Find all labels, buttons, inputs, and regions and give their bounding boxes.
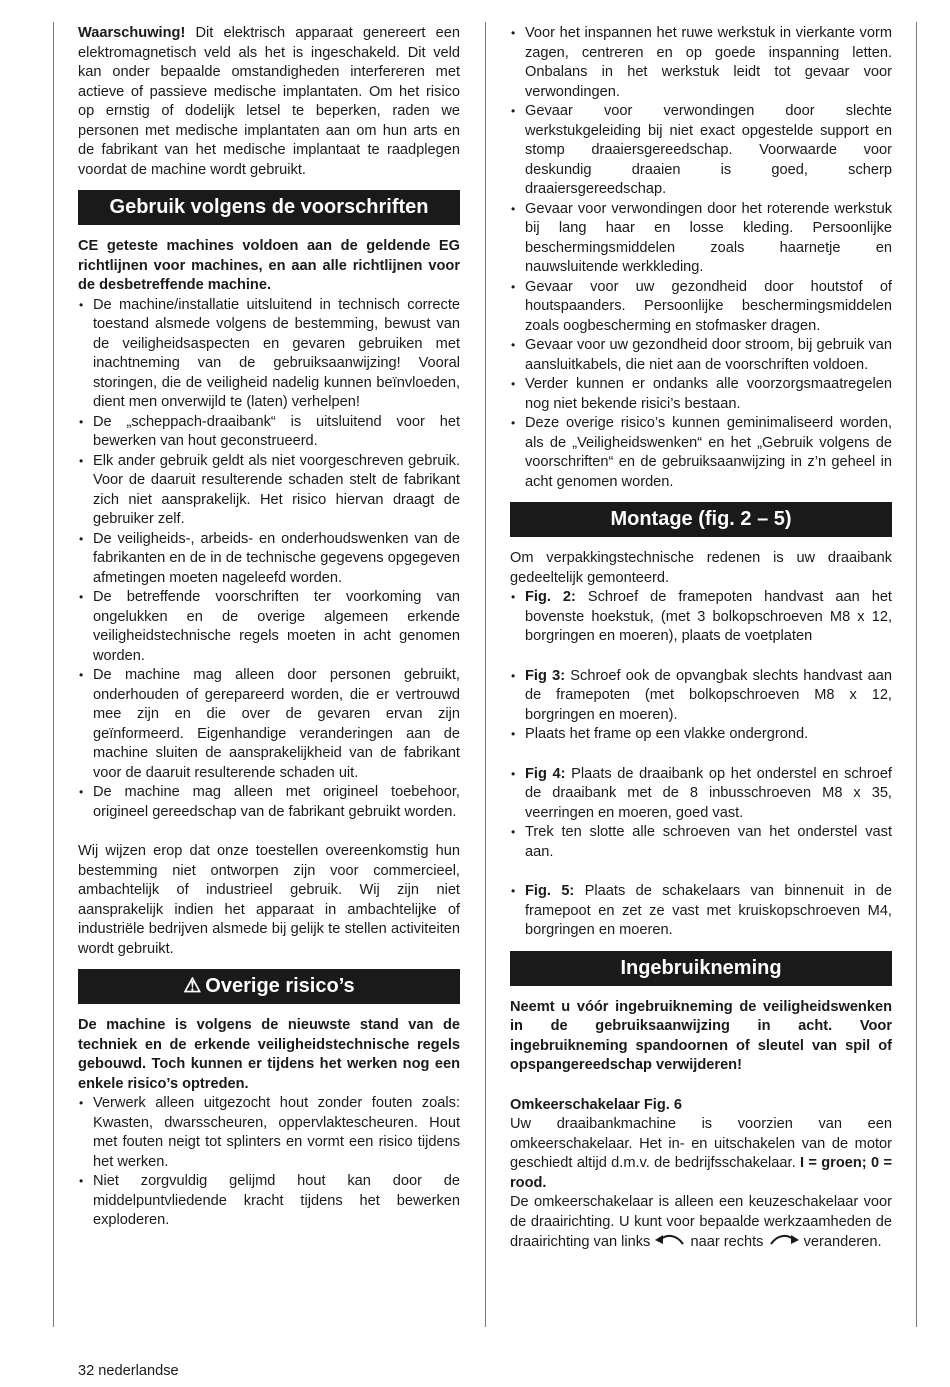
section-heading-assembly: Montage (fig. 2 – 5) — [510, 502, 892, 537]
residual-risk-item: • Gevaar voor verwondingen door slechte werkstukgeleiding bij niet exact opgestelde support en stomp draaiersgereedschap. Voorwaarde voor deskundig draaien is goed, scherp draaiersgereedschap. — [510, 102, 892, 200]
column-divider — [485, 22, 486, 1327]
intended-use-list — [78, 296, 460, 823]
right-column — [510, 24, 892, 1253]
section-heading-intended-use: Gebruik volgens de voorschriften — [78, 190, 460, 225]
residual-risks-title: Overige risico’s — [205, 975, 355, 997]
assembly-step-fig4 — [510, 765, 892, 824]
residual-risk-item: • Niet zorgvuldig gelijmd hout kan door de middelpuntvliedende kracht tijdens het bewerken exploderen. — [78, 1172, 460, 1231]
reversing-switch-paragraph — [510, 1115, 892, 1193]
residual-risk-item: • Gevaar voor verwondingen door het roterende werkstuk bij lang haar en losse kleding. Persoonlijke beschermingsmiddelen zoals haarnetje en nauwsluitende werkkleding. — [510, 200, 892, 278]
warning-triangle-icon: ⚠ — [183, 975, 202, 997]
assembly-intro: Om verpakkingstechnische redenen is uw draaibank gedeeltelijk gemonteerd. — [510, 550, 892, 586]
residual-risks-list-continued — [510, 24, 892, 492]
right-margin-rule — [916, 22, 917, 1327]
residual-risk-item: • Gevaar voor uw gezondheid door houtstof of houtspaanders. Persoonlijke beschermingsmiddelen zoals oogbescherming en stofmasker dragen. — [510, 278, 892, 337]
fig2-label: Fig. 2: — [525, 589, 576, 605]
intended-use-item: • De machine/installatie uitsluitend in technisch correcte toestand alsmede volgens de bestemming, bewust van de veiligheidsaspecten en gevaren gebruiken met inachtneming van de gebruiksaanwijzing! Vooral storingen, die de veiligheid nadelig kunnen beïnvloeden, dient men onverwijld te (laten) verhelpen! — [78, 296, 460, 413]
intended-use-item: • De betreffende voorschriften ter voorkoming van ongelukken en de overige algemeen erkende veiligheidstechnische regels moeten in acht genomen worden. — [78, 588, 460, 666]
intended-use-outro: Wij wijzen erop dat onze toestellen overeenkomstig hun bestemming niet ontworpen zijn voor commercieel, ambachtelijk of industrieel gebruik. Wij zijn niet aansprakelijk indien het apparaat in ambachtelijke of industriële bedrijven alsmede bij gelijk te stellen activiteiten wordt gebruikt. — [78, 843, 460, 957]
page-footer: 32 nederlandse — [78, 1363, 179, 1379]
residual-risk-item: • Voor het inspannen het ruwe werkstuk in vierkante vorm zagen, centreren en op goede inspanning letten. Onbalans in het werkstuk leidt tot gevaar voor verwondingen. — [510, 24, 892, 102]
switch-text-4: veranderen. — [803, 1234, 882, 1251]
assembly-steps-fig4 — [510, 765, 892, 863]
warning-lead: Waarschuwing! — [78, 25, 186, 41]
fig4-text: Plaats de draaibank op het onderstel en schroef de draaibank met de 8 inbusschroeven M8 x 35, veerringen en moeren, goed vast. — [525, 765, 892, 821]
residual-risk-item: • Verder kunnen er ondanks alle voorzorgsmaatregelen nog niet bekende risici’s bestaan. — [510, 375, 892, 414]
left-column — [78, 24, 460, 1231]
rotate-right-icon — [768, 1232, 800, 1253]
switch-text-2: De omkeerschakelaar is alleen een keuzeschakelaar voor de draairichting. U kunt voor bepaalde werkzaamheden de draairichting van links — [510, 1194, 892, 1251]
assembly-steps-fig5 — [510, 882, 892, 941]
assembly-step-fig5 — [510, 882, 892, 941]
intended-use-item: • De veiligheids-, arbeids- en onderhoudswenken van de fabrikanten en de in de technische gegevens opgegeven afmetingen moeten nageleefd worden. — [78, 530, 460, 589]
warning-paragraph — [78, 24, 460, 180]
fig3-text: Schroef ook de opvangbak slechts handvast aan de framepoten (met bolkopschroeven M8 x 12, borgringen en moeren). — [525, 667, 893, 723]
assembly-step-fig2 — [510, 588, 892, 647]
section-heading-commissioning: Ingebruikneming — [510, 951, 892, 986]
intended-use-item: • De machine mag alleen door personen gebruikt, onderhouden of gerepareerd worden, die er vertrouwd mee zijn en die over de gevaren ervan zijn geïnformeerd. Eigenhandige veranderingen aan de machine sluiten de aansprakelijkheid van de fabrikant voor de daaruit resulterende schaden uit. — [78, 666, 460, 783]
fig2-text: Schroef de framepoten handvast aan het bovenste hoekstuk, (met 3 bolkopschroeven M8 x 12, borgringen en moeren), plaats de voetplaten — [525, 589, 892, 644]
residual-risk-item: • Verwerk alleen uitgezocht hout zonder fouten zoals: Kwasten, dwarsscheuren, oppervlaktescheuren. Hout met fouten neigt tot splinters en vormt een risico tijdens het werken. — [78, 1094, 460, 1172]
commissioning-intro: Neemt u vóór ingebruikneming de veiligheidswenken in de gebruiksaanwijzing in acht. Voor ingebruikneming spandoornen of sleutel van spil of opspangereedschap verwijderen! — [510, 998, 892, 1073]
section-heading-residual-risks — [78, 969, 460, 1004]
fig4-label: Fig 4: — [525, 765, 566, 782]
switch-text-1: Uw draaibankmachine is voorzien van een omkeerschakelaar. Het in- en uitschakelen van de motor geschiedt altijd d.m.v. de bedrijfsschakelaar. — [510, 1116, 892, 1171]
assembly-steps-fig2 — [510, 588, 892, 647]
assembly-step-tighten: • Trek ten slotte alle schroeven van het onderstel vast aan. — [510, 823, 892, 862]
warning-text: Dit elektrisch apparaat genereert een elektromagnetisch veld als het is ingeschakeld. Dit veld kan onder bepaalde omstandigheden interfereren met actieve of passieve medische implantaten. Om het risico op ernstig of dodelijk letsel te beperken, raden we personen met medische implantaten aan om hun arts en de fabrikant van het medische implantaat te raadplegen voordat de machine wordt gebruikt. — [78, 25, 460, 178]
intended-use-intro: CE geteste machines voldoen aan de geldende EG richtlijnen voor machines, en aan alle richtlijnen voor de desbetreffende machine. — [78, 238, 460, 293]
reversing-switch-heading: Omkeerschakelaar Fig. 6 — [510, 1096, 682, 1113]
assembly-step-fig3 — [510, 667, 892, 726]
residual-risks-intro: De machine is volgens de nieuwste stand van de techniek en de erkende veiligheidstechnische regels gebouwd. Toch kunnen er tijdens het werken nog een enkele risico’s optreden. — [78, 1017, 460, 1092]
assembly-steps-fig3 — [510, 667, 892, 745]
switch-text-3: naar rechts — [690, 1234, 764, 1251]
assembly-step-frame: • Plaats het frame op een vlakke ondergrond. — [510, 725, 892, 745]
intended-use-item: • De „scheppach-draaibank“ is uitsluitend voor het bewerken van hout geconstrueerd. — [78, 413, 460, 452]
intended-use-item: • De machine mag alleen met origineel toebehoor, origineel gereedschap van de fabrikant gebruikt worden. — [78, 783, 460, 822]
switch-color-code: I = groen; 0 = rood. — [510, 1155, 892, 1191]
direction-paragraph — [510, 1193, 892, 1253]
intended-use-item: • Elk ander gebruik geldt als niet voorgeschreven gebruik. Voor de daaruit resulterende schaden stelt de fabrikant zich niet aansprakelijk. Het risico hiervan draagt de gebruiker zelf. — [78, 452, 460, 530]
residual-risk-item: • Deze overige risico’s kunnen geminimaliseerd worden, als de „Veiligheidswenken“ en het „Gebruik volgens de voorschriften“ en de gebruiksaanwijzing in z’n geheel in acht genomen worden. — [510, 414, 892, 492]
residual-risks-list — [78, 1094, 460, 1231]
fig5-text: Plaats de schakelaars van binnenuit in de framepoot en zet ze vast met kruiskopschroeven M4, borgringen en moeren. — [525, 883, 892, 938]
residual-risk-item: • Gevaar voor uw gezondheid door stroom, bij gebruik van aansluitkabels, die niet aan de voorschriften voldoen. — [510, 336, 892, 375]
fig5-label: Fig. 5: — [525, 883, 575, 899]
rotate-left-icon — [654, 1232, 686, 1253]
left-margin-rule — [53, 22, 54, 1327]
fig3-label: Fig 3: — [525, 667, 566, 684]
